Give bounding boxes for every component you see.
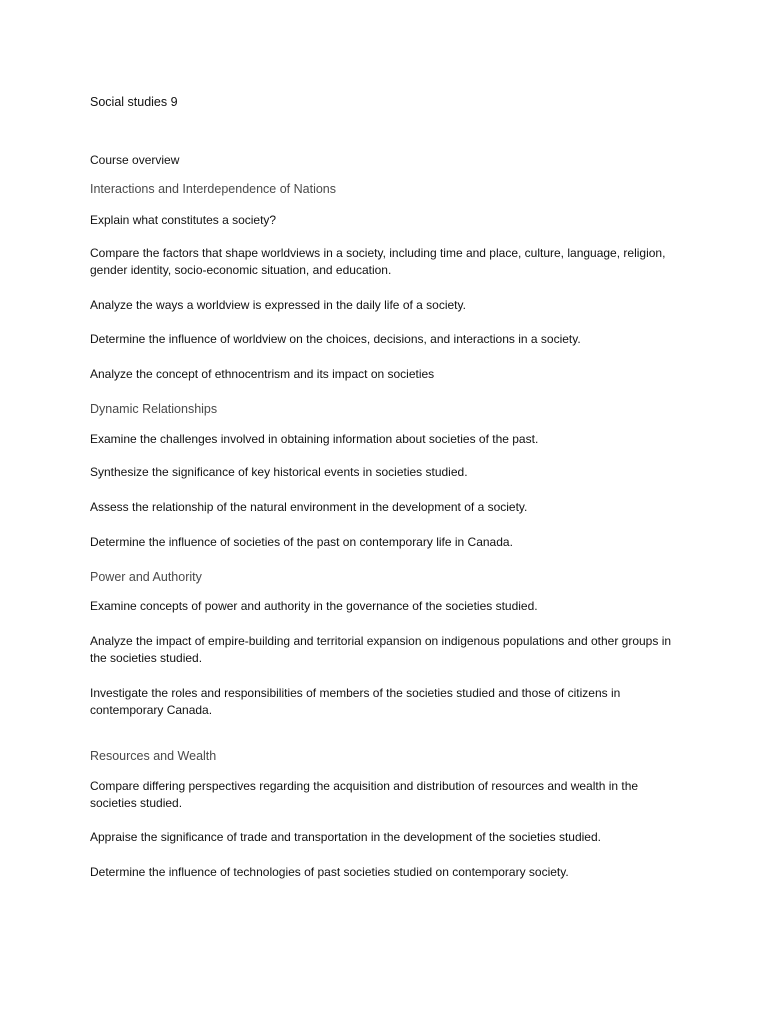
section-heading-dynamic-relationships: Dynamic Relationships [90,402,218,416]
outcome-item: Determine the influence of societies of the past on contemporary life in Canada. [90,535,513,549]
section-heading-power-authority: Power and Authority [90,570,202,584]
outcome-item: Explain what constitutes a society? [90,213,277,227]
outcome-item: Compare differing perspectives regarding the acquisition and distribution of resources and wealth in the societies studied. [90,779,639,810]
outcome-item: Analyze the impact of empire-building and territorial expansion on indigenous populations and other groups in the societies studied. [90,634,672,665]
document-title: Social studies 9 [90,95,178,109]
outcome-item: Compare the factors that shape worldviews in a society, including time and place, culture, language, religion, gender identity, socio-economic situation, and education. [90,246,666,277]
outcome-item: Appraise the significance of trade and transportation in the development of the societies studied. [90,830,601,844]
course-overview-label: Course overview [90,153,180,167]
outcome-item: Analyze the concept of ethnocentrism and its impact on societies [90,367,435,381]
section-heading-interactions: Interactions and Interdependence of Nations [90,182,337,196]
outcome-item: Determine the influence of worldview on the choices, decisions, and interactions in a society. [90,332,581,346]
outcome-item: Examine concepts of power and authority in the governance of the societies studied. [90,599,538,613]
outcome-item: Determine the influence of technologies of past societies studied on contemporary society. [90,865,569,879]
outcome-item: Investigate the roles and responsibilities of members of the societies studied and those of citizens in contemporary Canada. [90,686,621,717]
outcome-item: Synthesize the significance of key historical events in societies studied. [90,465,468,479]
outcome-item: Analyze the ways a worldview is expressed in the daily life of a society. [90,298,466,312]
outcome-item: Examine the challenges involved in obtaining information about societies of the past. [90,432,539,446]
section-heading-resources-wealth: Resources and Wealth [90,749,217,763]
outcome-item: Assess the relationship of the natural environment in the development of a society. [90,500,528,514]
